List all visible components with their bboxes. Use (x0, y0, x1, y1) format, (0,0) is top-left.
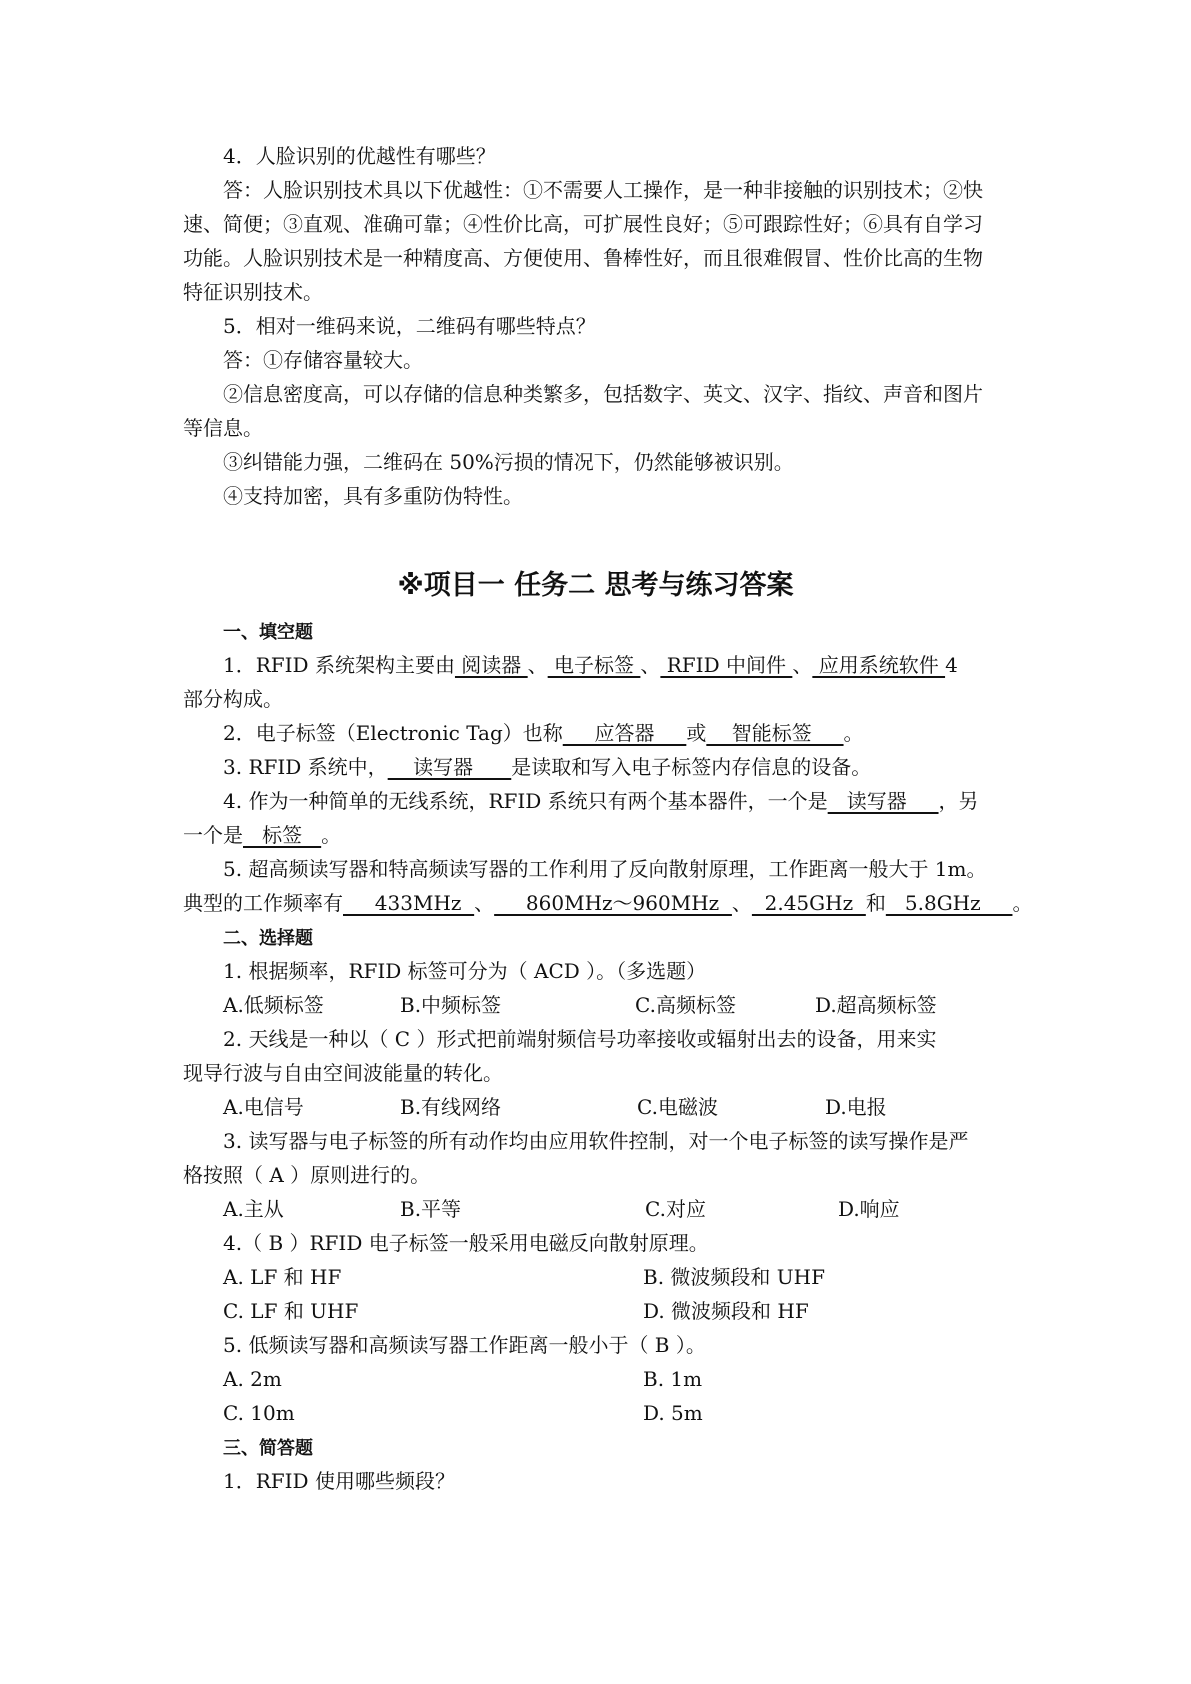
answer-4-line-2: 速、简便；③直观、准确可靠；④性价比高，可扩展性良好；⑤可跟踪性好；⑥具有自学习 (183, 212, 983, 236)
choice-question-3-line-1: 3. 读写器与电子标签的所有动作均由应用软件控制，对一个电子标签的读写操作是严 (223, 1129, 969, 1153)
option: C.高频标签 (635, 993, 736, 1017)
option: C. LF 和 UHF (223, 1299, 359, 1323)
option: A. 2m (223, 1367, 282, 1391)
fill-answer: 433MHz (343, 891, 475, 915)
fill-answer: 标签 (243, 823, 322, 847)
option: D.超高频标签 (815, 993, 937, 1017)
option: B.有线网络 (400, 1095, 502, 1119)
fill-question-1: 1．RFID 系统架构主要由 阅读器 、 电子标签 、 RFID 中间件 、 应用系统软件 4 (223, 653, 958, 677)
choice-question-4: 4.（ B ）RFID 电子标签一般采用电磁反向散射原理。 (223, 1231, 709, 1255)
option: A. LF 和 HF (223, 1265, 342, 1289)
fill-question-4-line-2: 一个是 标签 。 (183, 823, 342, 847)
option: D. 微波频段和 HF (643, 1299, 809, 1323)
answer-5-item-4: ④支持加密，具有多重防伪特性。 (223, 484, 523, 508)
option: D.电报 (825, 1095, 887, 1119)
option: C.电磁波 (637, 1095, 718, 1119)
choice-heading: 二、选择题 (223, 928, 313, 949)
answer-5-item-3: ③纠错能力强，二维码在 50%污损的情况下，仍然能够被识别。 (223, 450, 794, 474)
question-5: 5．相对一维码来说，二维码有哪些特点？ (223, 314, 596, 338)
fill-question-2: 2．电子标签（Electronic Tag）也称 应答器 或 智能标签 。 (223, 721, 864, 745)
answer-4-line-4: 特征识别技术。 (183, 280, 323, 304)
fill-answer: 阅读器 (454, 653, 528, 677)
short-answer-heading: 三、简答题 (223, 1438, 313, 1459)
fill-question-3: 3. RFID 系统中， 读写器 是读取和写入电子标签内存信息的设备。 (223, 755, 872, 779)
fill-answer: 应答器 (562, 721, 687, 745)
choice-question-5: 5. 低频读写器和高频读写器工作距离一般小于（ B ）。 (223, 1333, 706, 1357)
fill-heading: 一、填空题 (223, 622, 313, 643)
option: C.对应 (645, 1197, 706, 1221)
option: B. 1m (643, 1367, 703, 1391)
answer-5-item-2-line-1: ②信息密度高，可以存储的信息种类繁多，包括数字、英文、汉字、指纹、声音和图片 (223, 382, 983, 406)
fill-answer: 智能标签 (706, 721, 844, 745)
fill-answer: 读写器 (827, 789, 939, 813)
fill-answer: 860MHz～960MHz (494, 891, 732, 915)
fill-question-4: 4. 作为一种简单的无线系统，RFID 系统只有两个基本器件，一个是 读写器 ，另 (223, 789, 979, 813)
fill-answer: RFID 中间件 (660, 653, 793, 677)
fill-answer: 电子标签 (547, 653, 641, 677)
answer-5-item-2-line-2: 等信息。 (183, 416, 263, 440)
fill-question-5-line-1: 5. 超高频读写器和特高频读写器的工作利用了反向散射原理，工作距离一般大于 1m。 (223, 857, 987, 881)
option: B. 微波频段和 UHF (643, 1265, 825, 1289)
answer-5-item-1: 答：①存储容量较大。 (223, 348, 423, 372)
fill-answer: 5.8GHz (885, 891, 1013, 915)
option: C. 10m (223, 1401, 295, 1425)
option: A.电信号 (223, 1095, 304, 1119)
fill-answer: 读写器 (387, 755, 512, 779)
fill-question-1-line-2: 部分构成。 (183, 687, 283, 711)
option: D. 5m (643, 1401, 703, 1425)
answer-4-line-1: 答：人脸识别技术具以下优越性：①不需要人工操作，是一种非接触的识别技术；②快 (223, 178, 983, 202)
choice-question-2-line-1: 2. 天线是一种以（ C ）形式把前端射频信号功率接收或辐射出去的设备，用来实 (223, 1027, 937, 1051)
answer-4-line-3: 功能。人脸识别技术是一种精度高、方便使用、鲁棒性好，而且很难假冒、性价比高的生物 (183, 246, 983, 270)
option: B.中频标签 (400, 993, 502, 1017)
short-question-1: 1．RFID 使用哪些频段？ (223, 1469, 455, 1493)
choice-question-3-line-2: 格按照（ A ）原则进行的。 (183, 1163, 431, 1187)
choice-question-2-line-2: 现导行波与自由空间波能量的转化。 (183, 1061, 503, 1085)
choice-question-1: 1. 根据频率，RFID 标签可分为（ ACD ）。（多选题） (223, 959, 707, 983)
fill-answer: 应用系统软件 (812, 653, 946, 677)
option: B.平等 (400, 1197, 462, 1221)
fill-answer: 2.45GHz (751, 891, 866, 915)
question-4: 4．人脸识别的优越性有哪些？ (223, 144, 496, 168)
section-title: ※项目一 任务二 思考与练习答案 (397, 570, 794, 601)
option: A.低频标签 (223, 993, 324, 1017)
option: A.主从 (223, 1197, 284, 1221)
fill-question-5-line-2: 典型的工作频率有 433MHz 、 860MHz～960MHz 、 2.45GHz 和 5.8GHz 。 (183, 891, 1033, 915)
option: D.响应 (838, 1197, 900, 1221)
